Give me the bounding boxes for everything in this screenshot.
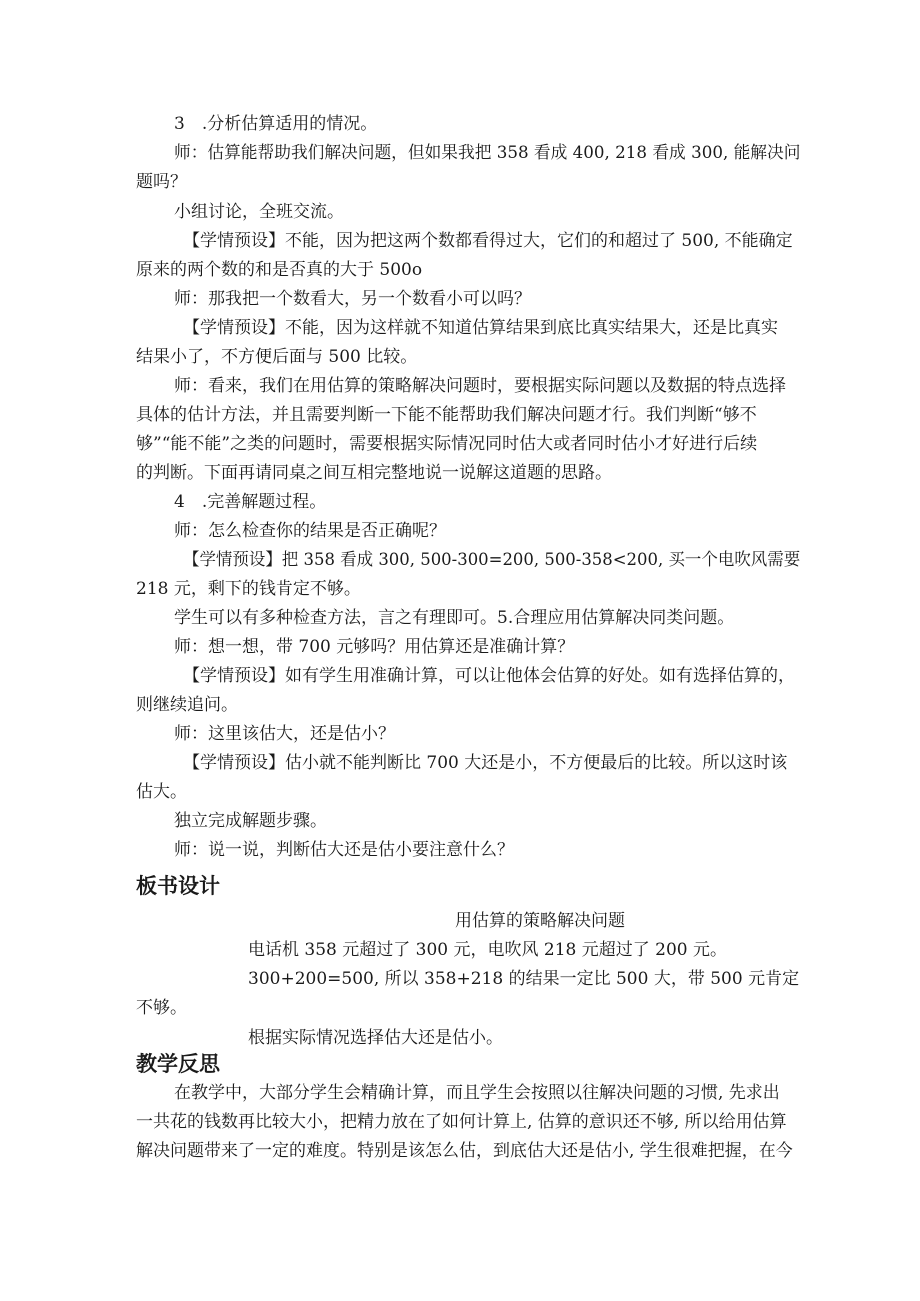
- line-teacher-6: 师：这里该估大，还是估小？: [174, 724, 395, 744]
- line-preset-2-cont: 结果小了，不方便后面与 500 比较。: [136, 347, 418, 367]
- line-preset-3: 【学情预设】把 358 看成 300, 500-300=200, 500-358<200, 买一个电吹风需要: [183, 550, 801, 570]
- line-preset-5-cont: 估大。: [136, 782, 187, 802]
- line-teacher-3-cont-1: 具体的估计方法，并且需要判断一下能不能帮助我们解决问题才行。我们判断“够不: [136, 405, 757, 425]
- line-group-discussion: 小组讨论，全班交流。: [174, 202, 344, 222]
- teaching-reflection-heading: 教学反思: [136, 1052, 220, 1076]
- line-teacher-3: 师：看来，我们在用估算的策略解决问题时，要根据实际问题以及数据的特点选择: [174, 376, 786, 396]
- line-teacher-question: 师：估算能帮助我们解决问题，但如果我把 358 看成 400, 218 看成 300, 能解决问: [174, 143, 801, 163]
- line-preset-3-cont: 218 元，剩下的钱肯定不够。: [136, 579, 361, 599]
- line-preset-4-cont: 则继续追问。: [136, 695, 238, 715]
- line-teacher-3-cont-3: 的判断。下面再请同桌之间互相完整地说一说解这道题的思路。: [136, 463, 612, 483]
- board-line-2: 300+200=500, 所以 358+218 的结果一定比 500 大，带 500 元肯定: [248, 969, 800, 989]
- line-preset-2: 【学情预设】不能，因为这样就不知道估算结果到底比真实结果大，还是比真实: [183, 318, 778, 338]
- board-design-heading: 板书设计: [136, 874, 220, 898]
- line-teacher-question-cont: 题吗？: [136, 172, 187, 192]
- line-teacher-3-cont-2: 够”“能不能”之类的问题时，需要根据实际情况同时估大或者同时估小才好进行后续: [136, 434, 758, 454]
- line-teacher-7: 师：说一说，判断估大还是估小要注意什么？: [174, 840, 514, 860]
- line-preset-5: 【学情预设】估小就不能判断比 700 大还是小，不方便最后的比较。所以这时该: [183, 753, 788, 773]
- line-preset-1-cont: 原来的两个数的和是否真的大于 500o: [136, 260, 423, 280]
- line-preset-4: 【学情预设】如有学生用准确计算，可以让他体会估算的好处。如有选择估算的，: [183, 666, 795, 686]
- line-check-methods: 学生可以有多种检查方法，言之有理即可。5.合理应用估算解决同类问题。: [174, 608, 735, 628]
- board-line-2-cont: 不够。: [136, 998, 187, 1018]
- board-title: 用估算的策略解决问题: [455, 911, 625, 931]
- reflection-line-2: 一共花的钱数再比较大小，把精力放在了如何计算上, 估算的意识还不够, 所以给用估算: [136, 1112, 787, 1132]
- line-preset-1: 【学情预设】不能，因为把这两个数都看得过大，它们的和超过了 500, 不能确定: [183, 231, 793, 251]
- line-teacher-2: 师：那我把一个数看大，另一个数看小可以吗？: [174, 289, 531, 309]
- line-section-4: 4 .完善解题过程。: [174, 492, 327, 512]
- reflection-line-1: 在教学中，大部分学生会精确计算，而且学生会按照以往解决问题的习惯, 先求出: [174, 1083, 780, 1103]
- line-independent: 独立完成解题步骤。: [174, 811, 327, 831]
- reflection-line-3: 解决问题带来了一定的难度。特别是该怎么估，到底估大还是估小, 学生很难把握，在今: [136, 1141, 793, 1161]
- board-line-3: 根据实际情况选择估大还是估小。: [248, 1028, 503, 1048]
- board-line-1: 电话机 358 元超过了 300 元，电吹风 218 元超过了 200 元。: [248, 940, 728, 960]
- line-teacher-4: 师：怎么检查你的结果是否正确呢？: [174, 521, 446, 541]
- line-section-3: 3 .分析估算适用的情况。: [174, 114, 378, 134]
- line-teacher-5: 师：想一想，带 700 元够吗？用估算还是准确计算？: [174, 637, 575, 657]
